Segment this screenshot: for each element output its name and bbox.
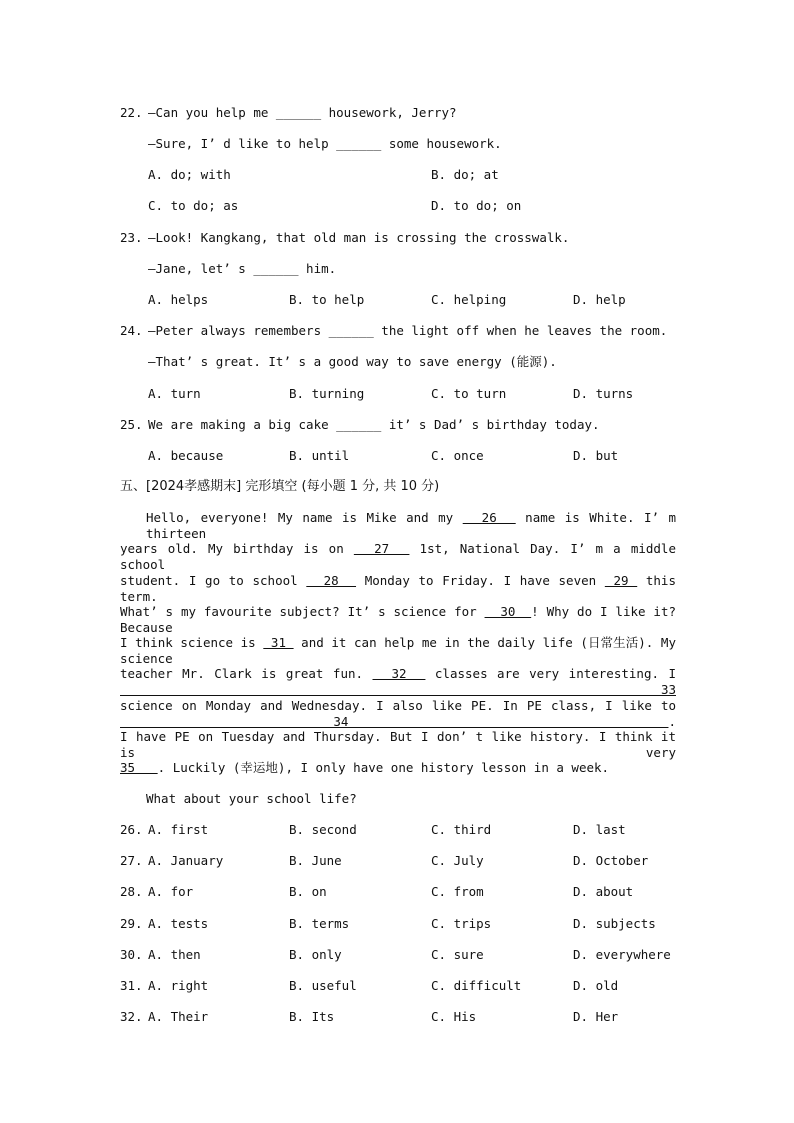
answer-option: B. second	[289, 822, 357, 837]
passage-line-4	[120, 604, 676, 636]
passage-line-9	[120, 760, 676, 776]
passage-line-7	[120, 698, 676, 730]
question-number: 30.	[120, 947, 143, 962]
passage-text: .	[668, 714, 676, 729]
answer-option: C. difficult	[431, 978, 522, 993]
question-23-option-c: C. helping	[431, 292, 507, 307]
answer-option: B. Its	[289, 1009, 335, 1024]
answer-option: A. then	[148, 947, 201, 962]
passage-text: Hello, everyone! My name is Mike and my	[146, 510, 463, 525]
question-22-line-2: —Sure, I’ d like to help ______ some housework.	[148, 136, 502, 151]
passage-text: student. I go to school	[120, 573, 307, 588]
blank-34: 34	[120, 714, 669, 729]
passage-text: classes are very interesting. I	[425, 666, 676, 681]
question-25-option-b: B. until	[289, 448, 350, 463]
blank-32: 32	[372, 666, 426, 681]
answer-option: D. old	[573, 978, 619, 993]
passage-line-3	[120, 573, 676, 605]
question-23-option-a: A. helps	[148, 292, 209, 307]
question-24-option-b: B. turning	[289, 386, 365, 401]
question-23-line-2: —Jane, let’ s ______ him.	[148, 261, 337, 276]
question-24-line-1: —Peter always remembers ______ the light off when he leaves the room.	[148, 323, 668, 338]
answer-option: B. useful	[289, 978, 357, 993]
passage-text: . Luckily (幸运地), I only have one history lesson in a week.	[157, 760, 610, 775]
passage-text: science on Monday and Wednesday. I also like PE. In PE class, I like to	[120, 698, 676, 713]
answer-option: A. January	[148, 853, 224, 868]
answer-option: D. about	[573, 884, 634, 899]
blank-28: 28	[306, 573, 357, 588]
blank-27: 27	[353, 541, 410, 556]
blank-30: 30	[484, 604, 532, 619]
answer-option: B. only	[289, 947, 342, 962]
question-25-option-d: D. but	[573, 448, 619, 463]
passage-text: I have PE on Tuesday and Thursday. But I don’ t like history. I think it is very	[120, 729, 676, 760]
passage-text: teacher Mr. Clark is great fun.	[120, 666, 373, 681]
answer-option: B. on	[289, 884, 327, 899]
blank-35: 35	[120, 760, 158, 775]
answer-option: D. subjects	[573, 916, 656, 931]
passage-text: I think science is	[120, 635, 264, 650]
question-22-number: 22.	[120, 105, 143, 120]
question-24-line-2: —That’ s great. It’ s a good way to save energy (能源).	[148, 354, 557, 369]
blank-26: 26	[462, 510, 516, 525]
question-number: 27.	[120, 853, 143, 868]
question-22-option-c: C. to do; as	[148, 198, 239, 213]
answer-option: C. sure	[431, 947, 484, 962]
section-heading: 五、[2024孝感期末] 完形填空 (每小题 1 分, 共 10 分)	[120, 479, 440, 494]
passage-line-5	[120, 635, 676, 667]
answer-option: D. October	[573, 853, 649, 868]
question-23-option-b: B. to help	[289, 292, 365, 307]
question-number: 31.	[120, 978, 143, 993]
blank-33: 33	[120, 682, 676, 697]
question-number: 32.	[120, 1009, 143, 1024]
answer-option: D. everywhere	[573, 947, 671, 962]
passage-line-1	[146, 510, 676, 542]
question-23-option-d: D. help	[573, 292, 626, 307]
passage-line-6	[120, 666, 676, 698]
question-22-option-d: D. to do; on	[431, 198, 522, 213]
passage-text: years old. My birthday is on	[120, 541, 354, 556]
answer-option: C. July	[431, 853, 484, 868]
question-23-number: 23.	[120, 230, 143, 245]
passage-text: and it can help me in the daily life (日常生活). My science	[120, 635, 676, 666]
question-24-option-a: A. turn	[148, 386, 201, 401]
passage-text: ! Why do I like it? Because	[120, 604, 676, 635]
question-number: 26.	[120, 822, 143, 837]
answer-option: C. trips	[431, 916, 492, 931]
answer-option: A. Their	[148, 1009, 209, 1024]
question-25-number: 25.	[120, 417, 143, 432]
answer-option: A. right	[148, 978, 209, 993]
blank-31: 31	[263, 635, 294, 650]
passage-line-8	[120, 729, 676, 761]
passage-closing: What about your school life?	[146, 791, 357, 806]
passage-text: name is White. I’ m thirteen	[146, 510, 677, 541]
passage-text: this term.	[120, 573, 676, 604]
question-23-line-1: —Look! Kangkang, that old man is crossing the crosswalk.	[148, 230, 570, 245]
answer-option: C. from	[431, 884, 484, 899]
passage-text: Monday to Friday. I have seven	[356, 573, 605, 588]
passage-text: 1st, National Day. I’ m a middle school	[120, 541, 676, 572]
question-24-option-c: C. to turn	[431, 386, 507, 401]
answer-option: B. June	[289, 853, 342, 868]
answer-option: C. third	[431, 822, 492, 837]
question-24-number: 24.	[120, 323, 143, 338]
question-number: 29.	[120, 916, 143, 931]
answer-option: A. tests	[148, 916, 209, 931]
blank-29: 29	[604, 573, 638, 588]
question-22-option-b: B. do; at	[431, 167, 499, 182]
answer-option: D. Her	[573, 1009, 619, 1024]
question-25-option-c: C. once	[431, 448, 484, 463]
passage-text: What’ s my favourite subject? It’ s science for	[120, 604, 485, 619]
answer-option: A. first	[148, 822, 209, 837]
question-25-line-1: We are making a big cake ______ it’ s Dad’ s birthday today.	[148, 417, 600, 432]
passage-line-2	[120, 541, 676, 573]
question-22-line-1: —Can you help me ______ housework, Jerry?	[148, 105, 457, 120]
answer-option: D. last	[573, 822, 626, 837]
answer-option: B. terms	[289, 916, 350, 931]
question-25-option-a: A. because	[148, 448, 224, 463]
question-22-option-a: A. do; with	[148, 167, 231, 182]
answer-option: C. His	[431, 1009, 477, 1024]
question-24-option-d: D. turns	[573, 386, 634, 401]
answer-option: A. for	[148, 884, 194, 899]
question-number: 28.	[120, 884, 143, 899]
